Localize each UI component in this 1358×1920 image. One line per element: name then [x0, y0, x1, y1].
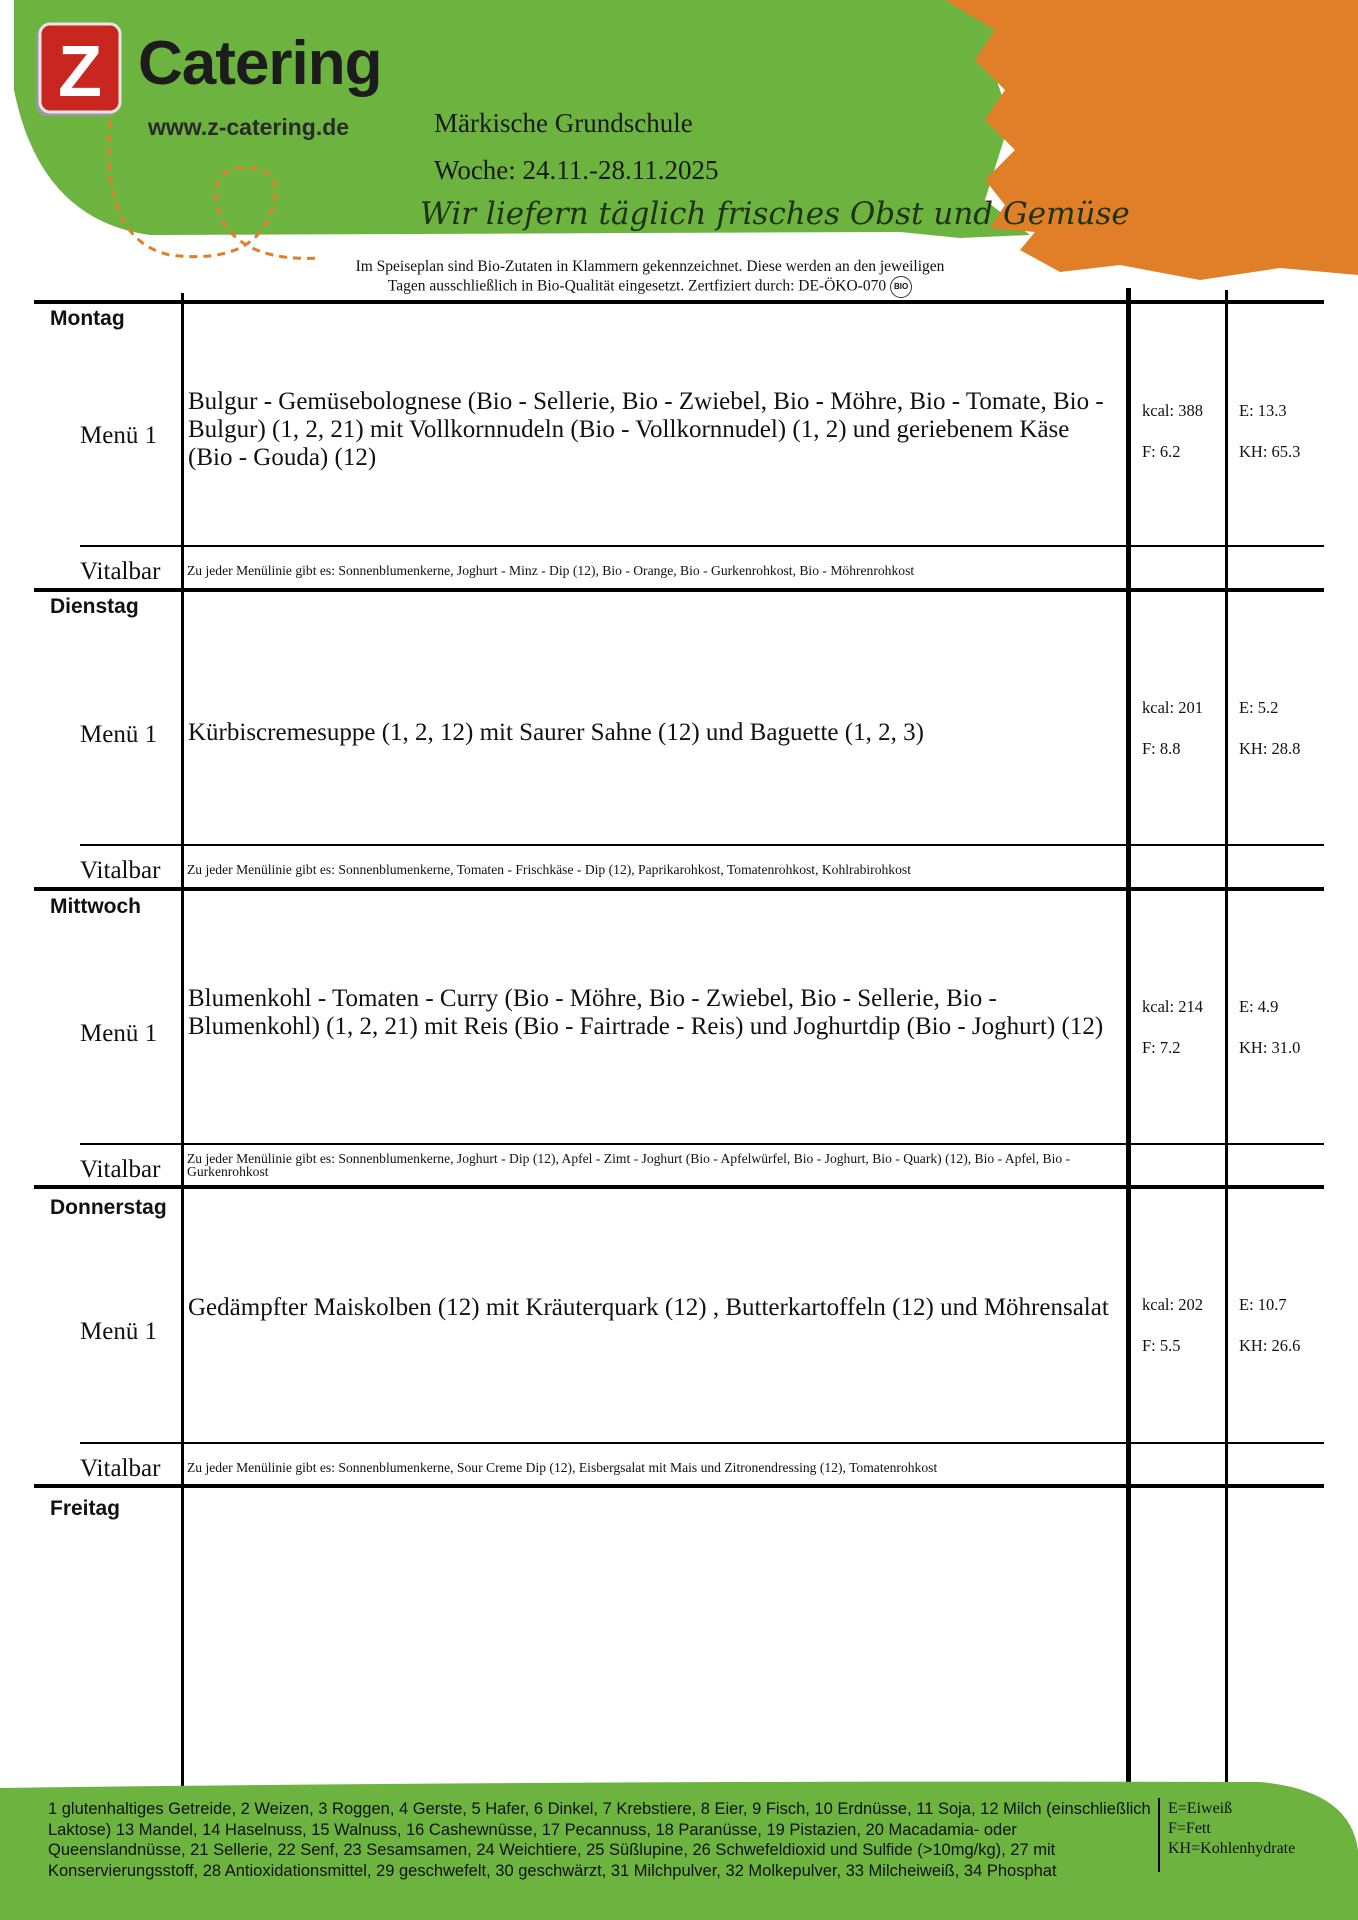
kcal-donnerstag: kcal: 202 [1142, 1295, 1203, 1314]
vitalbar-label: Vitalbar [80, 1156, 161, 1183]
allergen-legend: 1 glutenhaltiges Getreide, 2 Weizen, 3 Roggen, 4 Gerste, 5 Hafer, 6 Dinkel, 7 Krebstiere, 8 Eier, 9 Fisch, 10 Erdnüsse, 11 Soja, 12 Milch (einschließlich Laktose) 13 Mandel, 14 Haselnuss, 15 Walnuss, 16 Cashewnüsse, 17 Pecannuss, 18 Paranüsse, 19 Pistazien, 20 Macadamia- oder Queenslandnüsse, 21 Sellerie, 22 Senf, 23 Sesamsamen, 24 Weichtiere, 25 Süßlupine, 26 Schwefeldioxid und Sulfide (>10mg/kg), 27 mit Konservierungsstoff, 28 Antioxidationsmittel, 29 geschwefelt, 30 geschwärzt, 31 Milchpulver, 32 Molkepulver, 33 Milcheiweiß, 34 Phosphat [48, 1800, 1151, 1880]
vitalbar-label: Vitalbar [80, 857, 161, 884]
day-separator [34, 1185, 1324, 1189]
nutrient-legend [1168, 1799, 1295, 1859]
slogan: Wir liefern täglich frisches Obst und Gemüse [420, 196, 1130, 232]
day-separator [34, 300, 1324, 304]
grid-col-line-3 [1225, 290, 1228, 1788]
vitalbar-mittwoch: Zu jeder Menülinie gibt es: Sonnenblumenkerne, Joghurt - Dip (12), Apfel - Zimt - Joghurt (Bio - Apfelwürfel, Bio - Joghurt, Bio - Quark) (12), Bio - Apfel, Bio - Gurkenrohkost [187, 1151, 1071, 1179]
vitalbar-donnerstag: Zu jeder Menülinie gibt es: Sonnenblumenkerne, Sour Creme Dip (12), Eisbergsalat mit Mais und Zitronendressing (12), Tomatenrohkost [187, 1460, 938, 1475]
vitalbar-separator [80, 844, 1324, 846]
dish-montag: Bulgur - Gemüsebolognese (Bio - Sellerie, Bio - Zwiebel, Bio - Möhre, Bio - Tomate, Bio - Bulgur) (1, 2, 21) mit Vollkornnudeln (Bio - Vollkornnudel) (1, 2) und geriebenem Käse (Bio - Gouda) (12) [188, 388, 1104, 471]
week-range: Woche: 24.11.-28.11.2025 [434, 155, 719, 185]
carbs-mittwoch: KH: 31.0 [1239, 1038, 1301, 1057]
bio-notice-line2 [290, 276, 1010, 298]
dish-donnerstag: Gedämpfter Maiskolben (12) mit Kräuterquark (12) , Butterkartoffeln (12) und Möhrensalat [188, 1294, 1109, 1321]
vitalbar-separator [80, 545, 1324, 547]
menu-label: Menü 1 [80, 721, 158, 748]
carbs-montag: KH: 65.3 [1239, 442, 1301, 461]
school-name: Märkische Grundschule [434, 108, 693, 138]
bio-badge-icon: BIO [890, 276, 912, 298]
grid-col-line-2 [1126, 288, 1131, 1788]
day-label-freitag: Freitag [50, 1497, 121, 1520]
protein-mittwoch: E: 4.9 [1239, 997, 1279, 1016]
protein-dienstag: E: 5.2 [1239, 698, 1279, 717]
logo-name: Catering [138, 29, 382, 98]
fat-mittwoch: F: 7.2 [1142, 1038, 1181, 1057]
legend-carbs: KH=Kohlenhydrate [1168, 1840, 1296, 1857]
fat-donnerstag: F: 5.5 [1142, 1336, 1181, 1355]
vitalbar-separator [80, 1143, 1324, 1145]
protein-donnerstag: E: 10.7 [1239, 1295, 1287, 1314]
day-label-mittwoch: Mittwoch [50, 895, 141, 918]
menu-label: Menü 1 [80, 1020, 158, 1047]
legend-fat: F=Fett [1168, 1820, 1211, 1837]
kcal-montag: kcal: 388 [1142, 401, 1203, 420]
vitalbar-separator [80, 1442, 1324, 1444]
vitalbar-label: Vitalbar [80, 1455, 161, 1482]
svg-text:Z: Z [58, 32, 102, 112]
kcal-mittwoch: kcal: 214 [1142, 997, 1203, 1016]
header-orange-splash [945, 0, 1358, 280]
day-separator [34, 1484, 1324, 1488]
menu-label: Menü 1 [80, 422, 158, 449]
day-separator [34, 588, 1324, 592]
bio-notice [290, 258, 1010, 298]
grid-col-line-1 [181, 293, 184, 1788]
fat-montag: F: 6.2 [1142, 442, 1181, 461]
vitalbar-montag: Zu jeder Menülinie gibt es: Sonnenblumenkerne, Joghurt - Minz - Dip (12), Bio - Orange, Bio - Gurkenrohkost, Bio - Möhrenrohkost [187, 563, 915, 578]
carbs-donnerstag: KH: 26.6 [1239, 1336, 1301, 1355]
dish-dienstag: Kürbiscremesuppe (1, 2, 12) mit Saurer Sahne (12) und Baguette (1, 2, 3) [188, 719, 924, 746]
carbs-dienstag: KH: 28.8 [1239, 739, 1301, 758]
dish-mittwoch: Blumenkohl - Tomaten - Curry (Bio - Möhre, Bio - Zwiebel, Bio - Sellerie, Bio - Blumenkohl) (1, 2, 21) mit Reis (Bio - Fairtrade - Reis) und Joghurtdip (Bio - Joghurt) (12) [188, 985, 1104, 1040]
bio-notice-line1: Im Speiseplan sind Bio-Zutaten in Klammern gekennzeichnet. Diese werden an den jeweiligen [355, 258, 945, 275]
day-separator [34, 887, 1324, 891]
vitalbar-dienstag: Zu jeder Menülinie gibt es: Sonnenblumenkerne, Tomaten - Frischkäse - Dip (12), Paprikarohkost, Tomatenrohkost, Kohlrabirohkost [187, 862, 911, 877]
z-logo-icon [32, 22, 124, 122]
kcal-dienstag: kcal: 201 [1142, 698, 1203, 717]
bio-notice-line2-text: Tagen ausschließlich in Bio-Qualität eingesetzt. Zertfiziert durch: DE-ÖKO-070 [387, 277, 887, 295]
vitalbar-label: Vitalbar [80, 558, 161, 585]
logo-url: www.z-catering.de [148, 114, 350, 140]
protein-montag: E: 13.3 [1239, 401, 1287, 420]
footer-divider [1158, 1798, 1160, 1872]
legend-protein: E=Eiweiß [1168, 1800, 1233, 1817]
day-label-montag: Montag [50, 307, 125, 330]
menu-label: Menü 1 [80, 1318, 158, 1345]
day-label-donnerstag: Donnerstag [50, 1196, 167, 1219]
day-label-dienstag: Dienstag [50, 595, 139, 618]
fat-dienstag: F: 8.8 [1142, 739, 1181, 758]
